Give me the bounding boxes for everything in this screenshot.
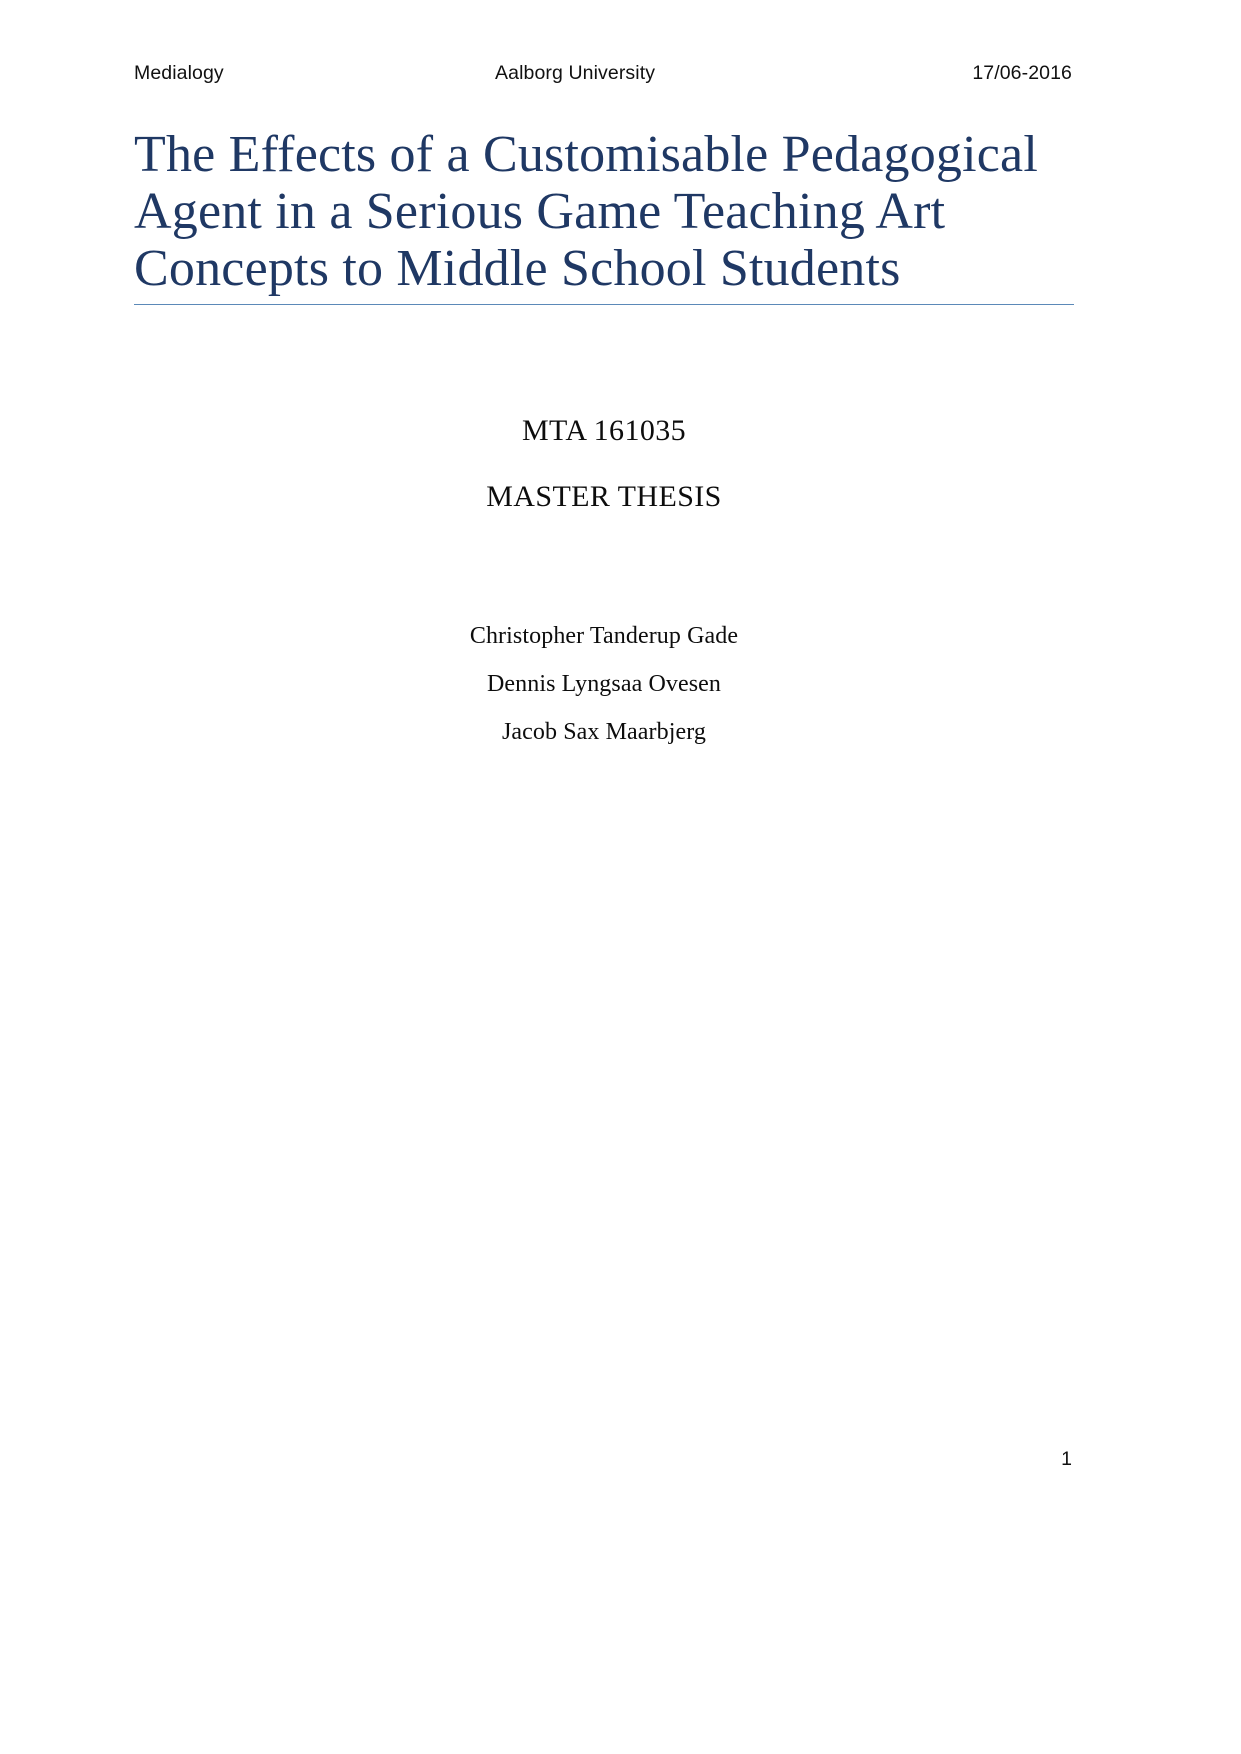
- header-date: 17/06-2016: [972, 62, 1072, 84]
- title-line-1: The Effects of a Customisable Pedagogical: [134, 126, 1038, 183]
- document-type: MASTER THESIS: [486, 480, 722, 513]
- document-header: [134, 62, 1072, 90]
- title-line-2: Agent in a Serious Game Teaching Art: [134, 183, 946, 240]
- page-title: [134, 126, 1074, 297]
- header-institution: Aalborg University: [495, 62, 656, 84]
- authors-block: [134, 612, 1074, 756]
- project-id: MTA 161035: [521, 414, 687, 447]
- header-department: Medialogy: [134, 62, 224, 84]
- author-name: Jacob Sax Maarbjerg: [501, 719, 707, 745]
- thesis-meta-block: [134, 398, 1074, 530]
- document-footer: [134, 1448, 1072, 1471]
- author-name: Dennis Lyngsaa Ovesen: [486, 671, 722, 697]
- title-divider-rule: [134, 304, 1074, 305]
- page-number: 1: [1061, 1448, 1072, 1470]
- title-block: [134, 126, 1074, 305]
- author-name: Christopher Tanderup Gade: [469, 623, 739, 649]
- title-line-3: Concepts to Middle School Students: [134, 240, 901, 297]
